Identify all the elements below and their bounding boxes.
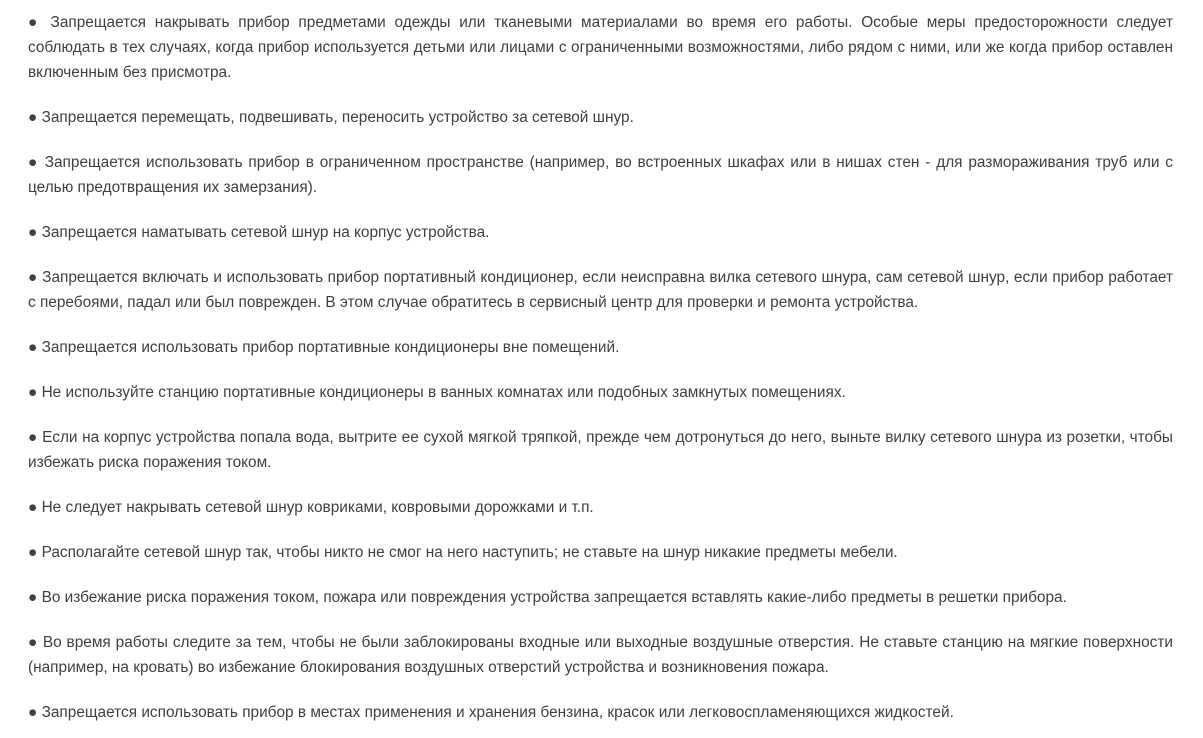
safety-item: ● Не следует накрывать сетевой шнур ковриками, ковровыми дорожками и т.п. [28, 499, 594, 516]
safety-instructions-list [28, 10, 1173, 725]
safety-item: ● Запрещается накрывать прибор предметами одежды или тканевыми материалами во время его работы. Особые меры предосторожности следует соблюдать в тех случаях, когда прибор используется детьми или лицами с ограниченными возможностями, либо рядом с ними, или же когда прибор оставлен включенным без присмотра. [28, 14, 1173, 81]
safety-item: ● Во избежание риска поражения током, пожара или повреждения устройства запрещается вставлять какие-либо предметы в решетки прибора. [28, 589, 1067, 606]
safety-item: ● Не используйте станцию портативные кондиционеры в ванных комнатах или подобных замкнутых помещениях. [28, 384, 846, 401]
safety-item: ● Запрещается наматывать сетевой шнур на корпус устройства. [28, 224, 490, 241]
safety-item: ● Запрещается использовать прибор портативные кондиционеры вне помещений. [28, 339, 620, 356]
safety-item: ● Во время работы следите за тем, чтобы не были заблокированы входные или выходные воздушные отверстия. Не ставьте станцию на мягкие поверхности (например, на кровать) во избежание блокирования воздушных отверстий устройства и возникновения пожара. [28, 634, 1173, 676]
safety-item: ● Располагайте сетевой шнур так, чтобы никто не смог на него наступить; не ставьте на шнур никакие предметы мебели. [28, 544, 898, 561]
safety-item: ● Запрещается включать и использовать прибор портативный кондиционер, если неисправна вилка сетевого шнура, сам сетевой шнур, если прибор работает с перебоями, падал или был поврежден. В этом случае обратитесь в сервисный центр для проверки и ремонта устройства. [28, 269, 1173, 311]
safety-item: ● Запрещается использовать прибор в местах применения и хранения бензина, красок или легковоспламеняющихся жидкостей. [28, 704, 954, 721]
safety-item: ● Если на корпус устройства попала вода, вытрите ее сухой мягкой тряпкой, прежде чем дотронуться до него, выньте вилку сетевого шнура из розетки, чтобы избежать риска поражения током. [28, 429, 1173, 471]
safety-item: ● Запрещается перемещать, подвешивать, переносить устройство за сетевой шнур. [28, 109, 634, 126]
safety-item: ● Запрещается использовать прибор в ограниченном пространстве (например, во встроенных шкафах или в нишах стен - для размораживания труб или с целью предотвращения их замерзания). [28, 154, 1173, 196]
